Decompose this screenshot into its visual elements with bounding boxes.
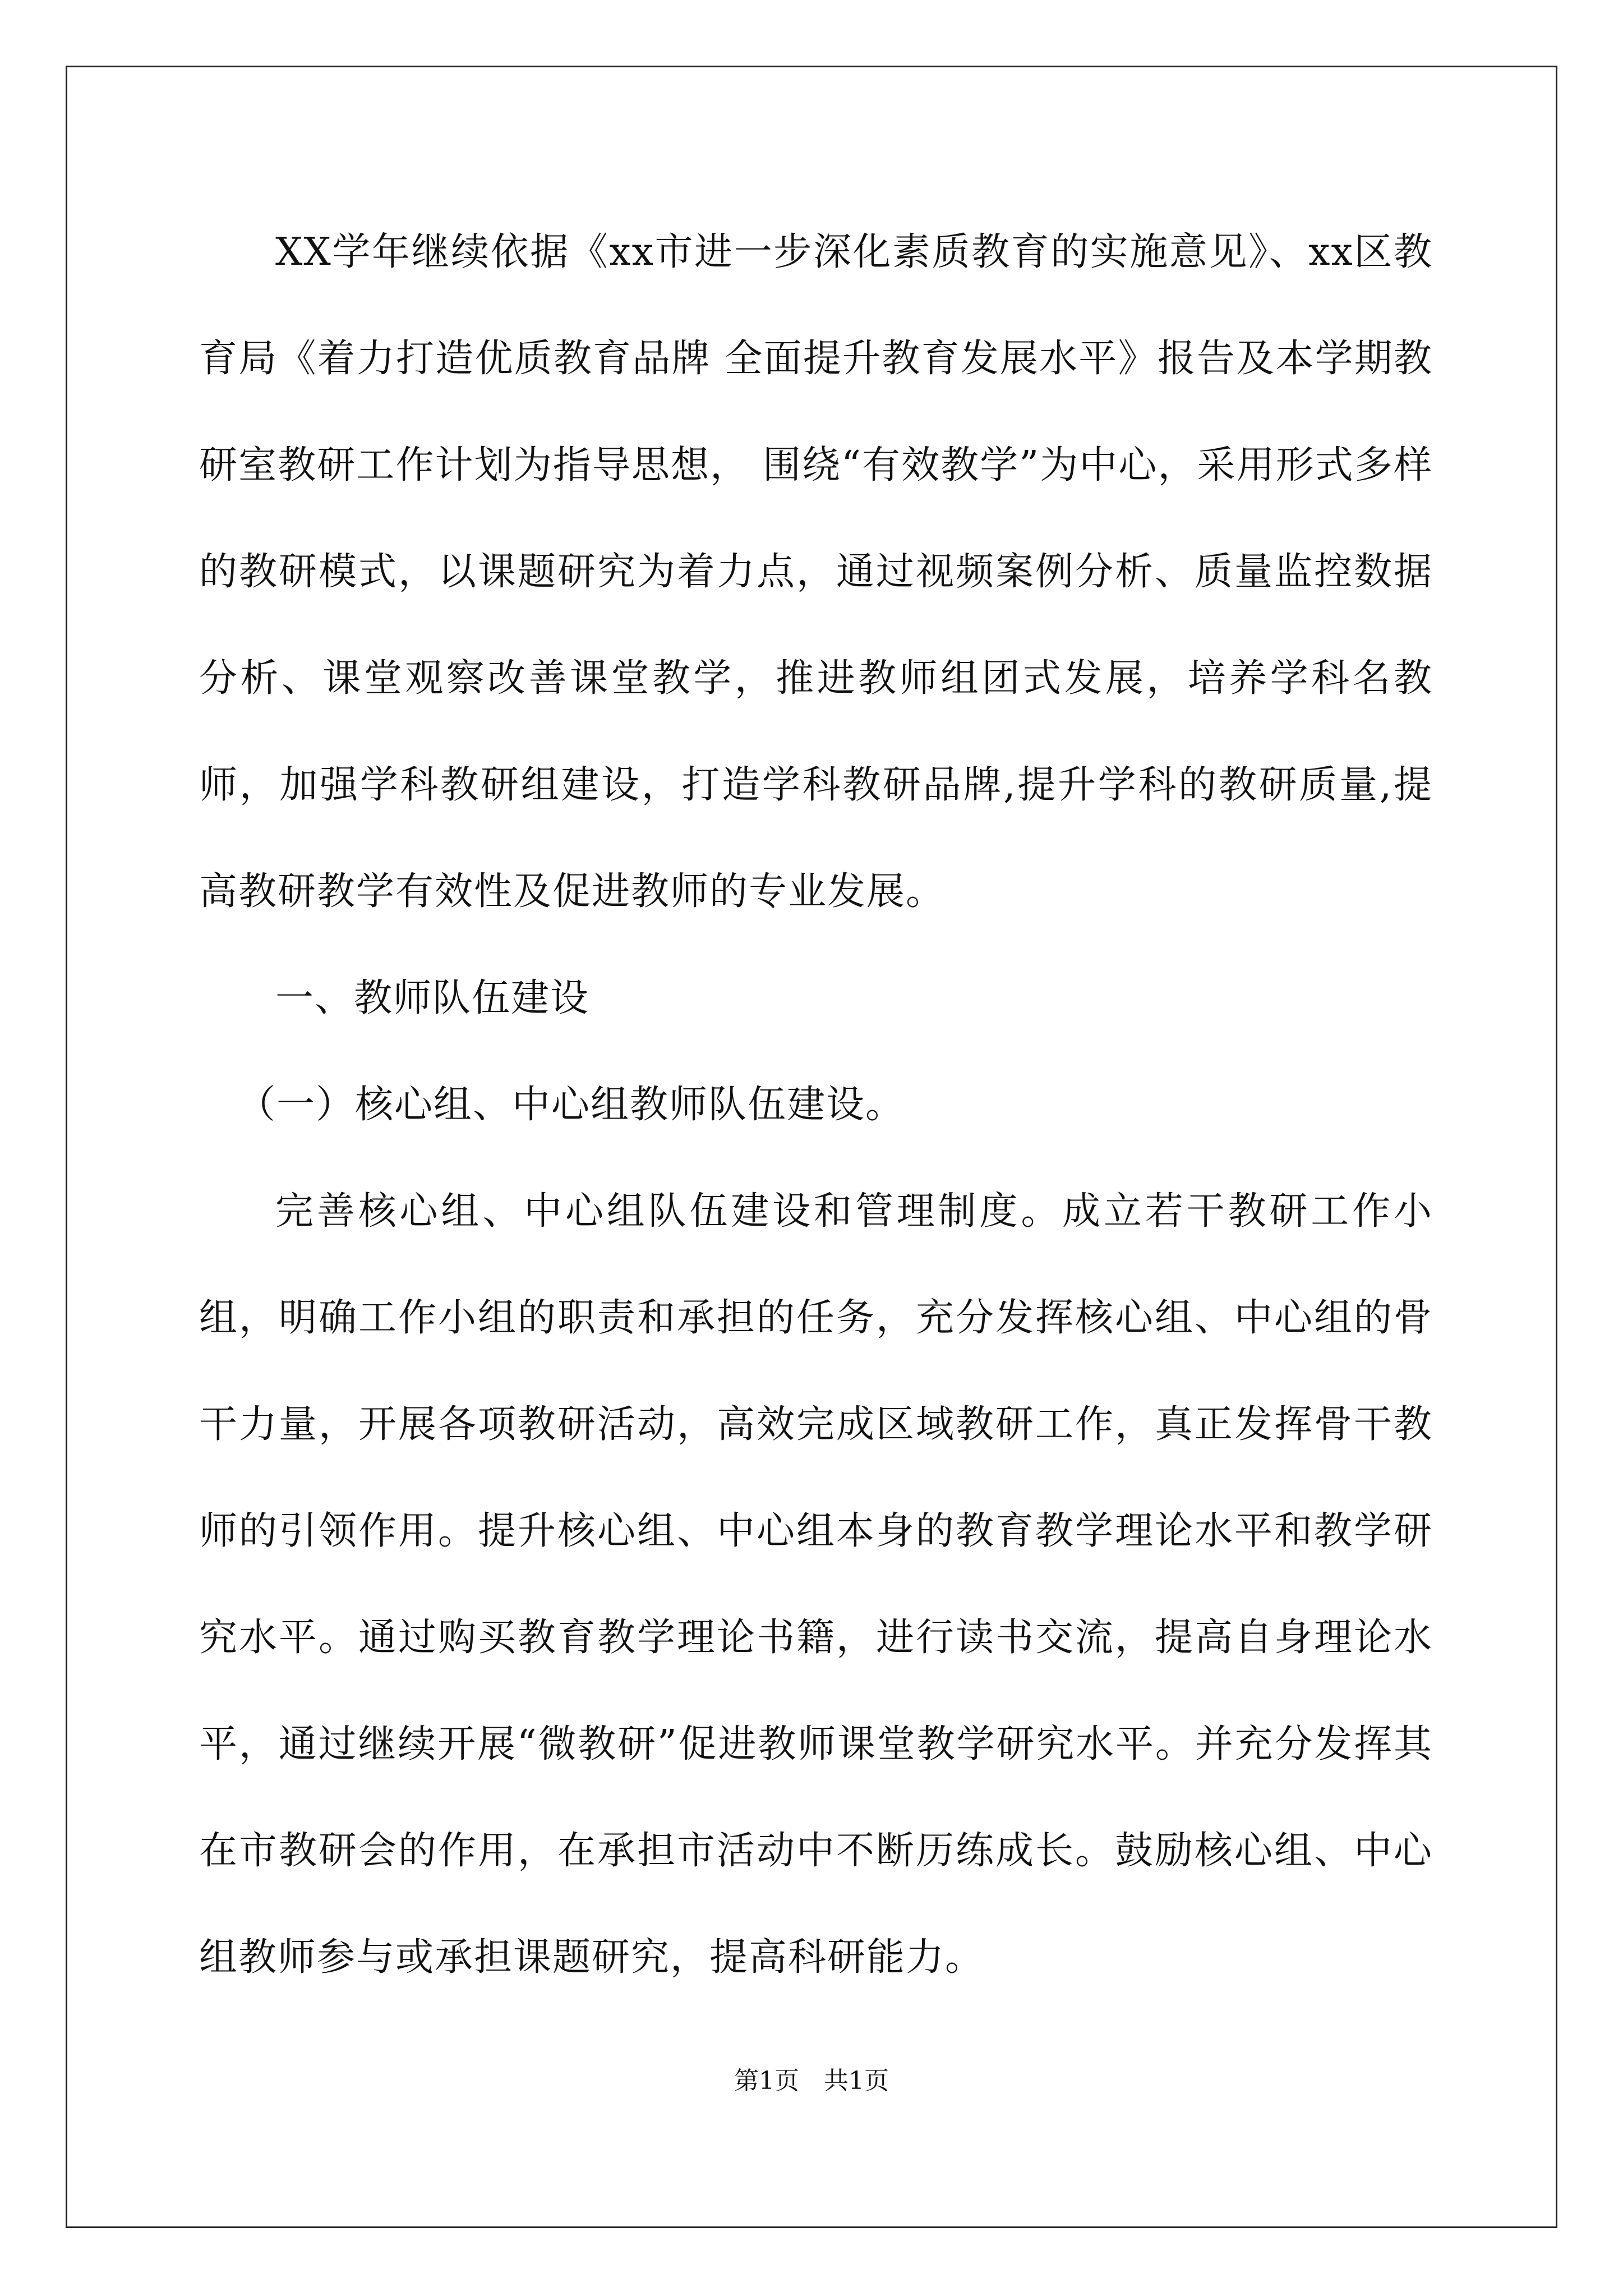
document-body <box>199 199 1433 2011</box>
subsection-heading: （一）核心组、中心组教师队伍建设。 <box>237 1083 905 1127</box>
section-heading: 一、教师队伍建设 <box>275 976 590 1020</box>
page-footer: 第1页 共1页 <box>734 2067 889 2095</box>
body-paragraph: 完善核心组、中心组队伍建设和管理制度。成立若干教研工作小组，明确工作小组的职责和承担的任务，充分发挥核心组、中心组的骨干力量，开展各项教研活动，高效完成区域教研工作，真正发挥骨干教师的引领作用。提升核心组、中心组本身的教育教学理论水平和教学研究水平。通过购买教育教学理论书籍，进行读书交流，提高自身理论水平，通过继续开展“微教研”促进教师课堂教学研究水平。并充分发挥其在市教研会的作用，在承担市活动中不断历练成长。鼓励核心组、中心组教师参与或承担课题研究，提高科研能力。 <box>199 1189 1433 1980</box>
intro-paragraph: XX学年继续依据《xx市进一步深化素质教育的实施意见》、xx区教育局《着力打造优质教育品牌 全面提升教育发展水平》报告及本学期教研室教研工作计划为指导思想， 围绕“有效教学”为中心，采用形式多样的教研模式，以课题研究为着力点，通过视频案例分析、质量监控数据分析、课堂观察改善课堂教学，推进教师组团式发展，培养学科名教师，加强学科教研组建设，打造学科教研品牌,提升学科的教研质量,提高教研教学有效性及促进教师的专业发展。 <box>199 230 1433 914</box>
